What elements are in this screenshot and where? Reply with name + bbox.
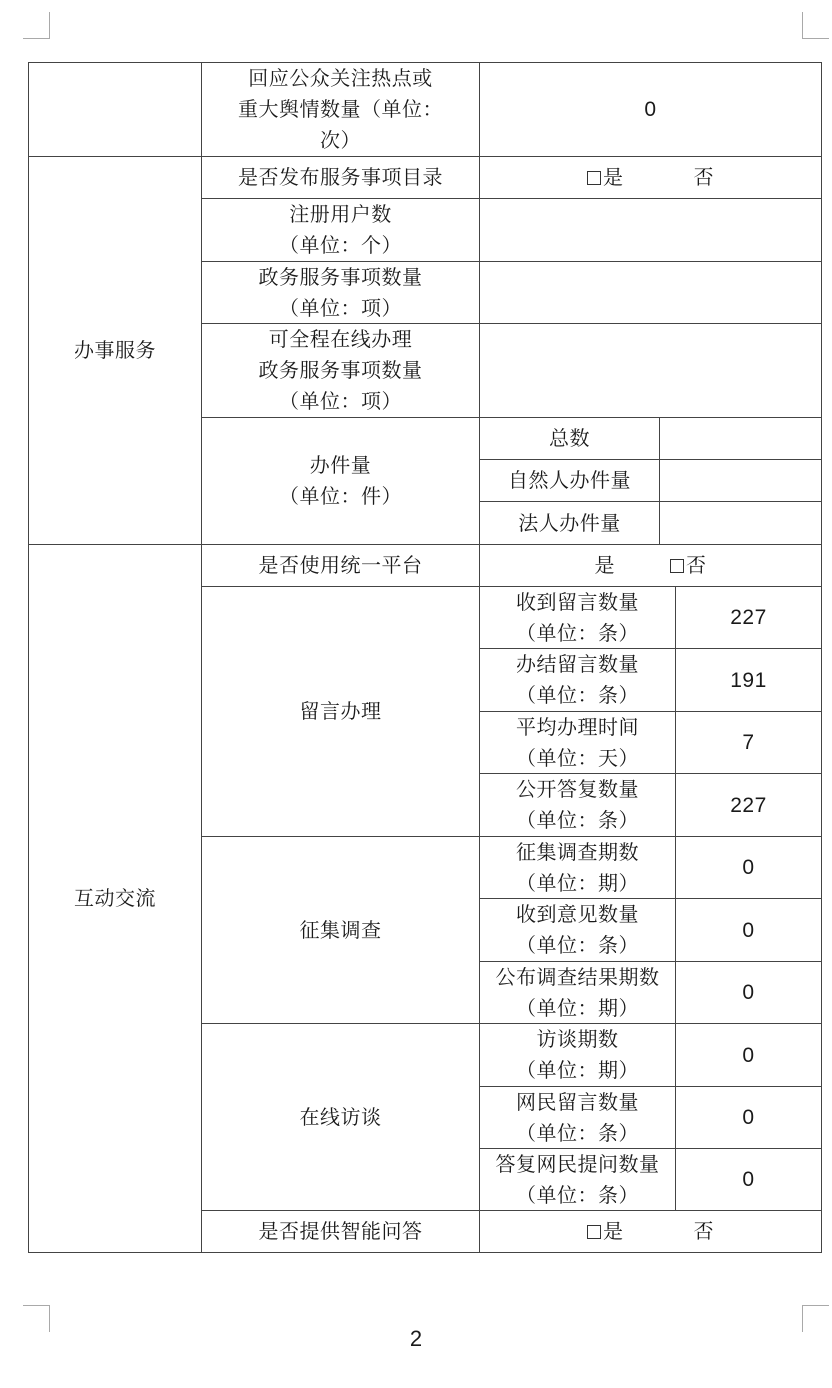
service-category-label: 办事服务 [74, 338, 156, 362]
interview-row-label-line-2: （单位：期） [516, 1058, 639, 1082]
interview-group-label: 在线访谈 [299, 1104, 382, 1129]
platform-label: 是否使用统一平台 [258, 553, 423, 577]
platform-yes-label: 是 [594, 553, 615, 577]
message-group-cell [201, 586, 480, 837]
interview-row-label-line-2: （单位：条） [516, 1120, 639, 1145]
survey-row-value: 0 [742, 981, 755, 1004]
survey-row-label-line-1: 公布调查结果期数 [495, 964, 660, 989]
volume-natural-label-cell [479, 459, 660, 502]
qa-yes-checkbox[interactable] [587, 1225, 601, 1239]
interview-row-value-cell [675, 1023, 822, 1087]
message-row-value: 7 [742, 731, 755, 754]
users-label-cell [201, 198, 480, 262]
message-row-value: 191 [730, 668, 767, 692]
users-label-line-2: （单位：个） [279, 233, 402, 257]
message-row-label-line-2: （单位：条） [516, 808, 639, 832]
crop-mark-top-left [23, 12, 50, 39]
survey-row-label-cell [479, 836, 676, 899]
catalog-label: 是否发布服务事项目录 [238, 165, 443, 189]
blank-category-cell [28, 62, 202, 157]
qa-options-cell [479, 1210, 822, 1253]
interview-row-label-line-1: 答复网民提问数量 [495, 1151, 660, 1176]
survey-row-label-cell [479, 898, 676, 962]
interview-row-label-cell [479, 1023, 676, 1087]
online-value-cell [479, 323, 822, 418]
interview-row-value: 0 [742, 1168, 755, 1191]
users-label-line-1: 注册用户数 [289, 202, 392, 226]
interview-row-label-line-1: 访谈期数 [536, 1027, 619, 1051]
hotspot-value: 0 [644, 98, 657, 121]
qa-label-cell [201, 1210, 480, 1253]
interaction-category-label: 互动交流 [74, 886, 156, 910]
interview-row-value: 0 [742, 1106, 755, 1129]
message-row-label-line-2: （单位：天） [516, 745, 639, 770]
page-number: 2 [409, 1326, 423, 1351]
message-row-value-cell [675, 773, 822, 837]
message-row-value-cell [675, 648, 822, 712]
survey-row-value-cell [675, 836, 822, 899]
platform-no-checkbox[interactable] [670, 559, 684, 573]
items-label-line-2: （单位：项） [279, 295, 402, 320]
survey-row-label-line-1: 收到意见数量 [516, 902, 639, 926]
users-value-cell [479, 198, 822, 262]
survey-row-label-line-2: （单位：期） [516, 870, 639, 895]
interview-row-label-line-2: （单位：条） [516, 1182, 639, 1207]
message-row-label-line-1: 公开答复数量 [516, 777, 639, 801]
volume-total-label-cell [479, 417, 660, 460]
message-row-label-cell [479, 648, 676, 712]
catalog-options-cell [479, 156, 822, 199]
items-label-cell [201, 261, 480, 324]
catalog-yes-checkbox[interactable] [587, 171, 601, 185]
online-label-cell [201, 323, 480, 418]
platform-label-cell [201, 544, 480, 587]
qa-no-label: 否 [693, 1219, 714, 1243]
message-row-label-line-2: （单位：条） [516, 683, 639, 707]
message-row-label-line-1: 办结留言数量 [516, 652, 639, 676]
interview-row-label-cell [479, 1086, 676, 1149]
online-label-line-1: 可全程在线办理 [268, 327, 413, 351]
volume-natural-value-cell [659, 459, 822, 502]
interview-row-label-cell [479, 1148, 676, 1211]
survey-row-value-cell [675, 898, 822, 962]
survey-group-cell [201, 836, 480, 1024]
message-row-label-line-1: 收到留言数量 [516, 589, 639, 614]
volume-natural-label: 自然人办件量 [508, 468, 631, 492]
qa-label: 是否提供智能问答 [258, 1219, 423, 1243]
catalog-yes-label: 是 [603, 165, 624, 189]
message-row-value-cell [675, 711, 822, 774]
survey-group-label: 征集调查 [299, 917, 382, 942]
message-row-label-cell [479, 773, 676, 837]
volume-legal-label: 法人办件量 [518, 510, 621, 535]
message-row-value: 227 [730, 793, 767, 817]
volume-label-line-1: 办件量 [309, 453, 372, 477]
catalog-label-cell [201, 156, 480, 199]
online-label-line-3: （单位：项） [279, 389, 402, 413]
interview-row-label-line-1: 网民留言数量 [516, 1089, 639, 1114]
survey-row-value-cell [675, 961, 822, 1024]
platform-options-cell [479, 544, 822, 587]
survey-row-value: 0 [742, 918, 755, 942]
crop-mark-top-right [802, 12, 829, 39]
volume-legal-value-cell [659, 501, 822, 545]
online-label-line-2: 政务服务事项数量 [258, 358, 423, 382]
interaction-category-cell [28, 544, 202, 1253]
volume-total-label: 总数 [549, 426, 590, 450]
platform-no-label: 否 [686, 553, 707, 577]
hotspot-value-cell [479, 62, 822, 157]
hotspot-label-line-2: 重大舆情数量（单位： [238, 97, 443, 121]
survey-row-value: 0 [742, 856, 755, 879]
volume-legal-label-cell [479, 501, 660, 545]
message-row-value: 227 [730, 606, 767, 629]
hotspot-label-line-1: 回应公众关注热点或 [248, 66, 433, 90]
volume-total-value-cell [659, 417, 822, 460]
volume-label-cell [201, 417, 480, 545]
interview-group-cell [201, 1023, 480, 1211]
message-row-label-cell [479, 586, 676, 649]
service-category-cell [28, 156, 202, 545]
message-row-label-line-1: 平均办理时间 [516, 714, 639, 739]
survey-row-label-line-2: （单位：期） [516, 995, 639, 1020]
interview-row-value: 0 [742, 1043, 755, 1067]
hotspot-label-line-3: 次） [320, 128, 361, 152]
survey-row-label-line-2: （单位：条） [516, 933, 639, 957]
qa-yes-label: 是 [603, 1219, 624, 1243]
interview-row-value-cell [675, 1086, 822, 1149]
survey-row-label-cell [479, 961, 676, 1024]
survey-row-label-line-1: 征集调查期数 [516, 839, 639, 864]
items-label-line-1: 政务服务事项数量 [258, 264, 423, 289]
interview-row-value-cell [675, 1148, 822, 1211]
items-value-cell [479, 261, 822, 324]
message-group-label: 留言办理 [299, 699, 382, 723]
hotspot-label-cell [201, 62, 480, 157]
message-row-label-line-2: （单位：条） [516, 620, 639, 645]
catalog-no-label: 否 [693, 165, 714, 189]
volume-label-line-2: （单位：件） [279, 484, 402, 508]
message-row-value-cell [675, 586, 822, 649]
message-row-label-cell [479, 711, 676, 774]
